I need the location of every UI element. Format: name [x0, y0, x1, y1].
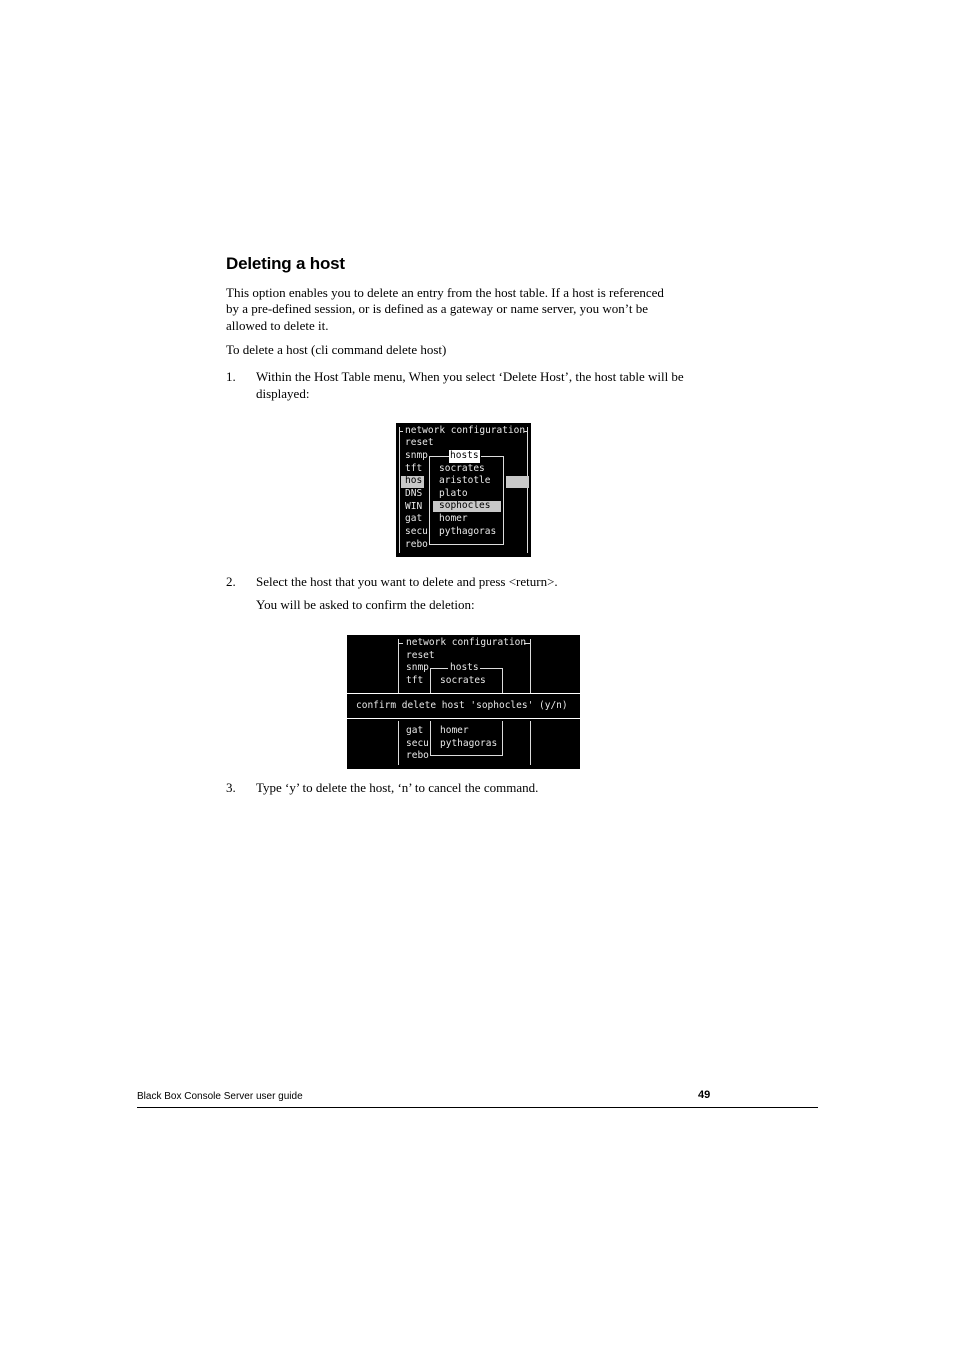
screen2-menu-item[interactable]: rebo [406, 750, 429, 761]
footer-guide-title: Black Box Console Server user guide [137, 1091, 303, 1102]
section-heading: Deleting a host [226, 254, 345, 273]
confirm-delete-screen [347, 635, 580, 769]
intro-line-1: This option enables you to delete an entry from the host table. If a host is referenced [226, 285, 664, 300]
screen1-menu-item[interactable]: rebo [405, 539, 428, 550]
intro-line-2: by a pre-defined session, or is defined as a gateway or name server, you won’t be [226, 301, 648, 316]
screen2-host-item[interactable]: pythagoras [440, 738, 498, 749]
host-table-screen [396, 423, 531, 557]
screen1-menu-item-selected[interactable]: hos [405, 475, 423, 486]
screen1-menu-item[interactable]: DNS [405, 488, 423, 499]
screen2-menu-item[interactable]: gat [406, 725, 424, 736]
screen1-host-item[interactable]: pythagoras [439, 526, 497, 537]
screen2-host-item[interactable]: socrates [440, 675, 486, 686]
screen1-menu-item[interactable]: WIN [405, 501, 423, 512]
screen1-menu-item[interactable]: snmp [405, 450, 428, 461]
step-1-number: 1. [226, 369, 236, 384]
screen1-menu-item[interactable]: reset [405, 437, 434, 448]
screen1-hosts-title: hosts [450, 450, 479, 461]
screen1-menu-item[interactable]: tft [405, 463, 423, 474]
screen2-host-item[interactable]: homer [440, 725, 469, 736]
screen2-menu-item[interactable]: tft [406, 675, 424, 686]
screen2-menu-item[interactable]: reset [406, 650, 435, 661]
intro-line-3: allowed to delete it. [226, 318, 329, 333]
procedure-line: To delete a host (cli command delete host) [226, 342, 447, 357]
screen2-title: network configuration [406, 637, 527, 648]
screen1-menu-item[interactable]: gat [405, 513, 423, 524]
screen2-menu-item[interactable]: secu [406, 738, 429, 749]
screen1-host-item[interactable]: aristotle [439, 475, 491, 486]
screen1-menu-item[interactable]: secu [405, 526, 428, 537]
screen2-menu-item[interactable]: snmp [406, 662, 429, 673]
screen1-host-item[interactable]: plato [439, 488, 468, 499]
step-2-subtext: You will be asked to confirm the deletion: [256, 597, 475, 612]
step-1-text-2: displayed: [256, 386, 310, 401]
page-number: 49 [698, 1089, 711, 1101]
screen1-host-item[interactable]: homer [439, 513, 468, 524]
footer-rule [137, 1107, 818, 1108]
step-3-text: Type ‘y’ to delete the host, ‘n’ to cancel the command. [256, 780, 539, 795]
step-3-number: 3. [226, 780, 236, 795]
screen1-host-item-selected[interactable]: sophocles [439, 500, 491, 511]
screen1-title: network configuration [405, 425, 526, 436]
screen2-hosts-title: hosts [450, 662, 479, 673]
step-2-number: 2. [226, 574, 236, 589]
screen1-host-item[interactable]: socrates [439, 463, 485, 474]
step-2-text: Select the host that you want to delete and press <return>. [256, 574, 558, 589]
screen1-right-highlight [506, 476, 529, 488]
step-1-text-1: Within the Host Table menu, When you select ‘Delete Host’, the host table will be [256, 369, 684, 384]
confirm-delete-prompt[interactable]: confirm delete host 'sophocles' (y/n) [356, 700, 568, 711]
